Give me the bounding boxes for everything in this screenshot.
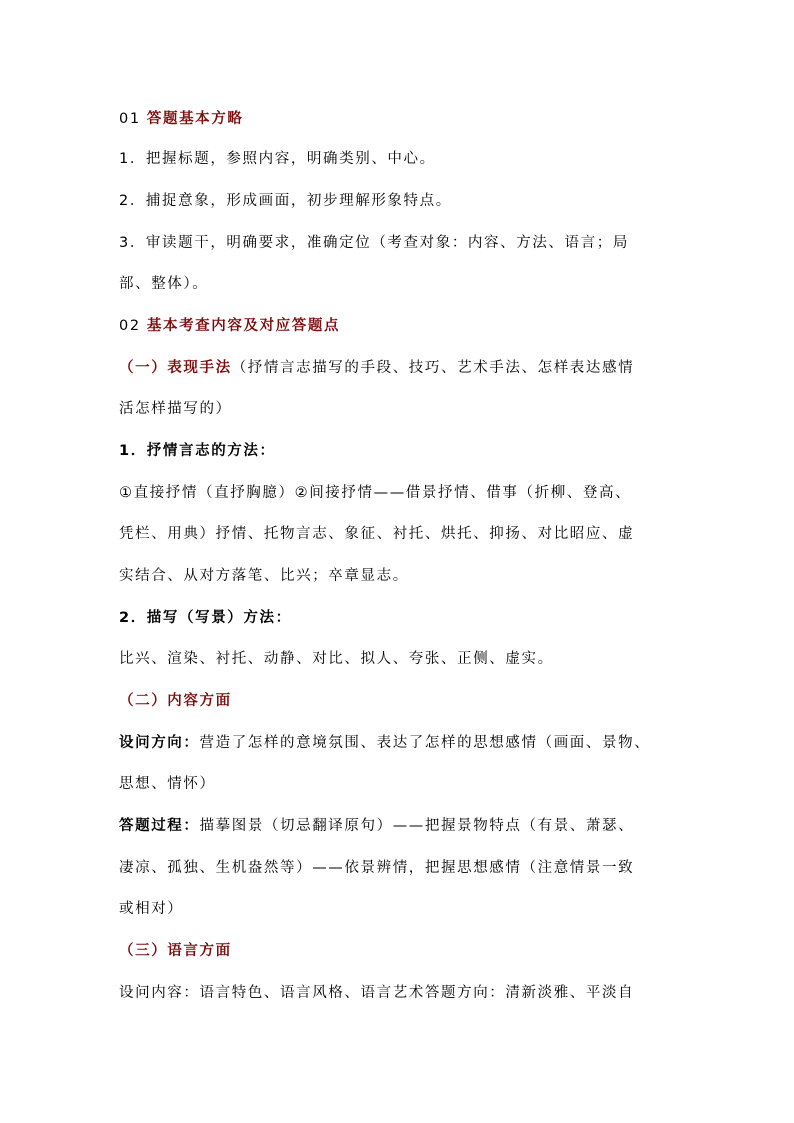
paragraph-line-16: 思想、情怀） — [119, 776, 216, 792]
section-title: 答题基本方略 — [146, 111, 244, 127]
section-heading-02 — [119, 316, 699, 336]
label-question-direction: 设问方向： — [119, 735, 200, 751]
paragraph-line-2: 2．捕捉意象，形成画面，初步理解形象特点。 — [119, 193, 452, 209]
section-title: 基本考查内容及对应答题点 — [146, 318, 341, 334]
paragraph-line-18: 凄凉、孤独、生机盎然等）——依景辨情，把握思想感情（注意情景一致 — [119, 860, 635, 876]
question-direction-text: 营造了怎样的意境氛围、表达了怎样的思想感情（画面、景物、 — [199, 735, 651, 751]
paragraph-line-7: 活怎样描写的） — [119, 401, 232, 417]
section-number: 01 — [119, 111, 147, 127]
answer-process-text: 描摹图景（切忌翻译原句）——把握景物特点（有景、萧瑟、 — [199, 818, 635, 834]
question-direction-line — [119, 733, 699, 753]
paragraph-line-21: 设问内容：语言特色、语言风格、语言艺术答题方向：清新淡雅、平淡自 — [119, 985, 635, 1001]
section-heading-01 — [119, 109, 699, 129]
paragraph-line-19: 或相对） — [119, 901, 184, 917]
answer-process-line — [119, 816, 699, 836]
paragraph-line-1: 1．把握标题，参照内容，明确类别、中心。 — [119, 151, 436, 167]
paragraph-line-9: ①直接抒情（直抒胸臆）②间接抒情——借景抒情、借事（折柳、登高、 — [119, 485, 632, 501]
subsection-title: （一）表现手法 — [119, 360, 232, 376]
paragraph-line-13: 比兴、渲染、衬托、动静、对比、拟人、夸张、正侧、虚实。 — [119, 651, 554, 667]
subsection-description: （抒情言志描写的手段、技巧、艺术手法、怎样表达感情 — [231, 360, 635, 376]
label-answer-process: 答题过程： — [119, 818, 200, 834]
paragraph-line-11: 实结合、从对方落笔、比兴；卒章显志。 — [119, 568, 409, 584]
paragraph-line-4: 部、整体）。 — [119, 276, 209, 292]
subsection-heading-1 — [119, 358, 699, 378]
numbered-heading-2: 2．描写（写景）方法： — [119, 610, 292, 626]
subsection-heading-3: （三）语言方面 — [119, 943, 232, 959]
numbered-heading-1: 1．抒情言志的方法： — [119, 443, 276, 459]
section-number: 02 — [119, 318, 147, 334]
paragraph-line-10: 凭栏、用典）抒情、托物言志、象征、衬托、烘托、抑扬、对比昭应、虚 — [119, 526, 635, 542]
subsection-heading-2: （二）内容方面 — [119, 693, 232, 709]
paragraph-line-3: 3．审读题干，明确要求，准确定位（考查对象：内容、方法、语言；局 — [119, 235, 629, 251]
